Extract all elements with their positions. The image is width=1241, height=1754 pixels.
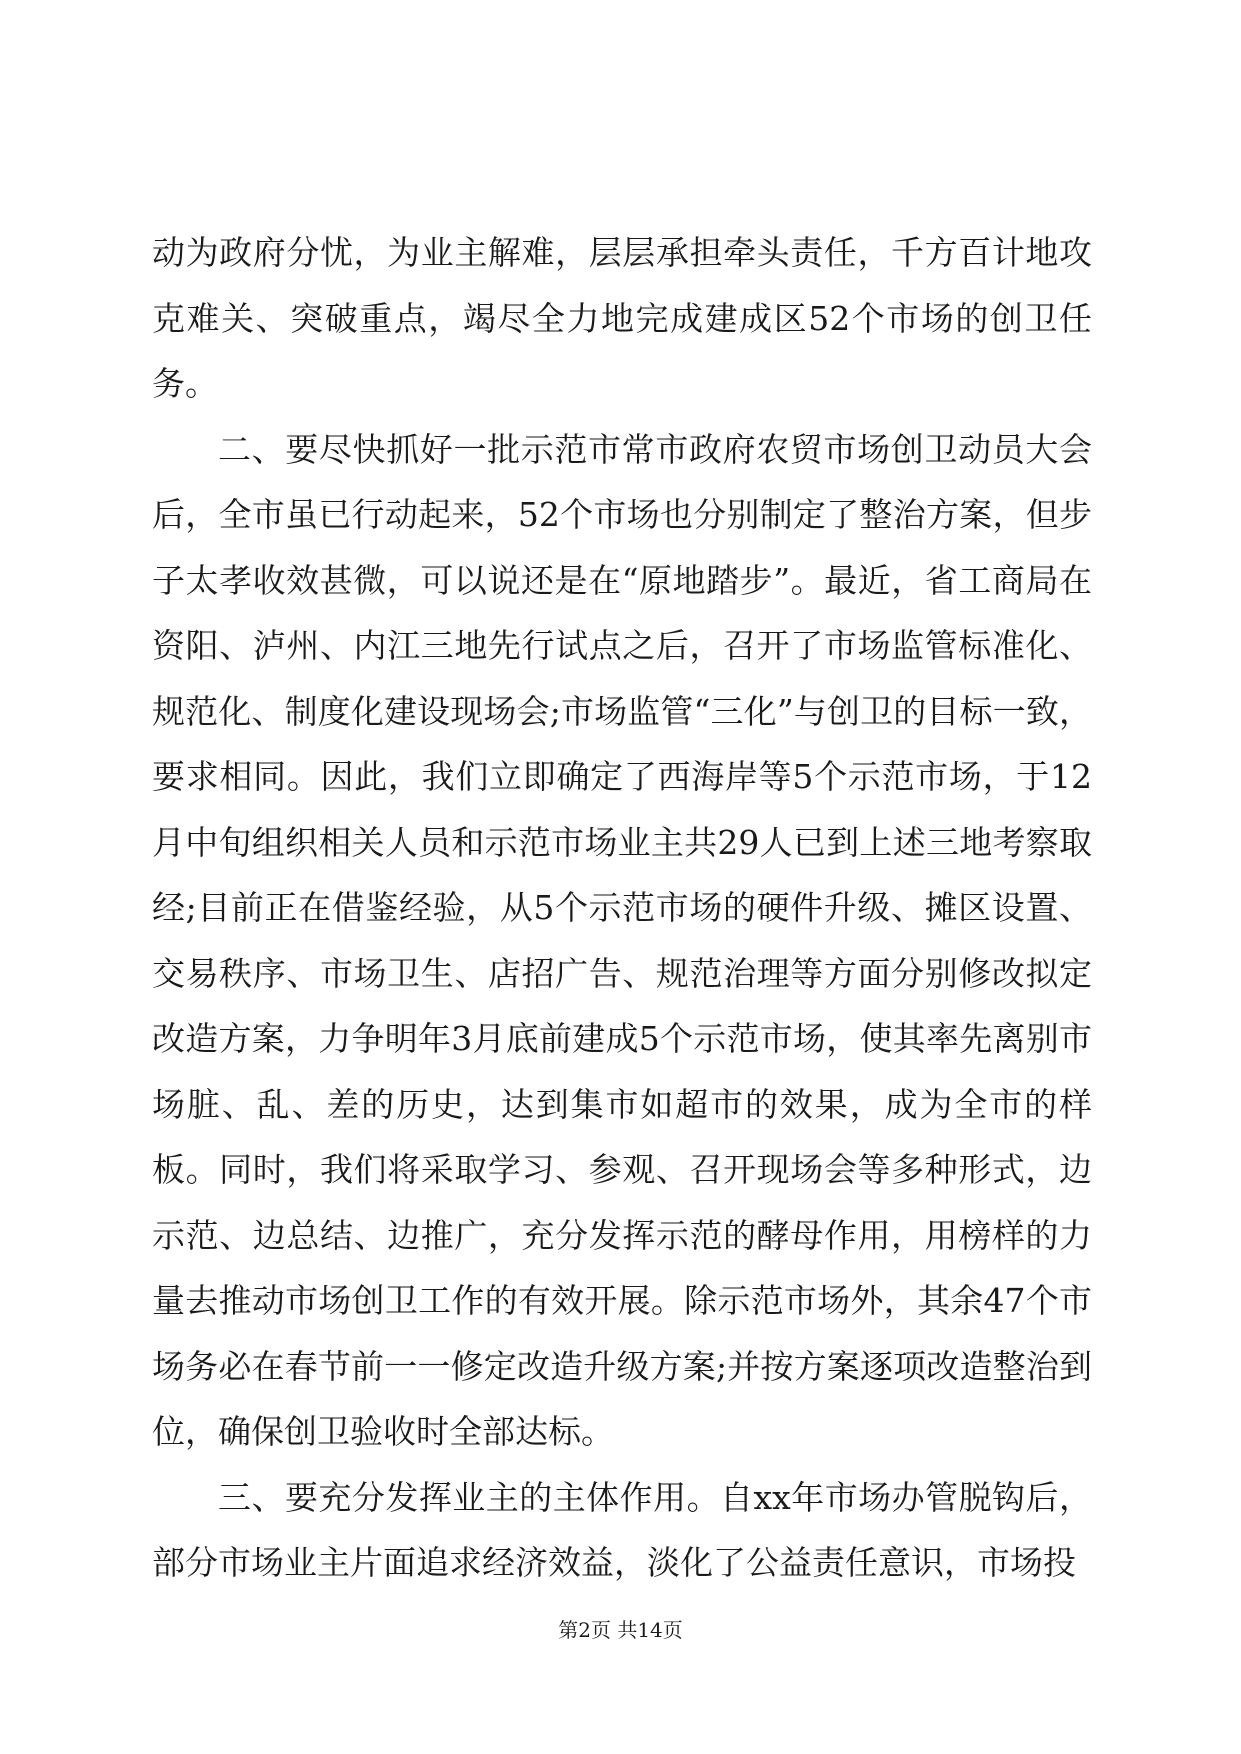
- page-number-footer: 第2页 共14页: [558, 1618, 683, 1642]
- paragraph-1: 动为政府分忧，为业主解难，层层承担牵头责任，千方百计地攻克难关、突破重点，竭尽全力地完成建成区52个市场的创卫任务。: [152, 233, 1092, 403]
- document-body: [152, 220, 1092, 1596]
- paragraph-3: 三、要充分发挥业主的主体作用。自xx年市场办管脱钩后，部分市场业主片面追求经济效益，淡化了公益责任意识，市场投: [152, 1477, 1092, 1582]
- paragraph-2: 二、要尽快抓好一批示范市常市政府农贸市场创卫动员大会后，全市虽已行动起来，52个市场也分别制定了整治方案，但步子太孝收效甚微，可以说还是在“原地踏步”。最近，省工商局在资阳、泸州、内江三地先行试点之后，召开了市场监管标准化、规范化、制度化建设现场会;市场监管“三化”与创卫的目标一致，要求相同。因此，我们立即确定了西海岸等5个示范市场，于12月中旬组织相关人员和示范市场业主共29人已到上述三地考察取经;目前正在借鉴经验，从5个示范市场的硬件升级、摊区设置、交易秩序、市场卫生、店招广告、规范治理等方面分别修改拟定改造方案，力争明年3月底前建成5个示范市场，使其率先离别市场脏、乱、差的历史，达到集市如超市的效果，成为全市的样板。同时，我们将采取学习、参观、召开现场会等多种形式，边示范、边总结、边推广，充分发挥示范的酵母作用，用榜样的力量去推动市场创卫工作的有效开展。除示范市场外，其余47个市场务必在春节前一一修定改造升级方案;并按方案逐项改造整治到位，确保创卫验收时全部达标。: [152, 429, 1092, 1451]
